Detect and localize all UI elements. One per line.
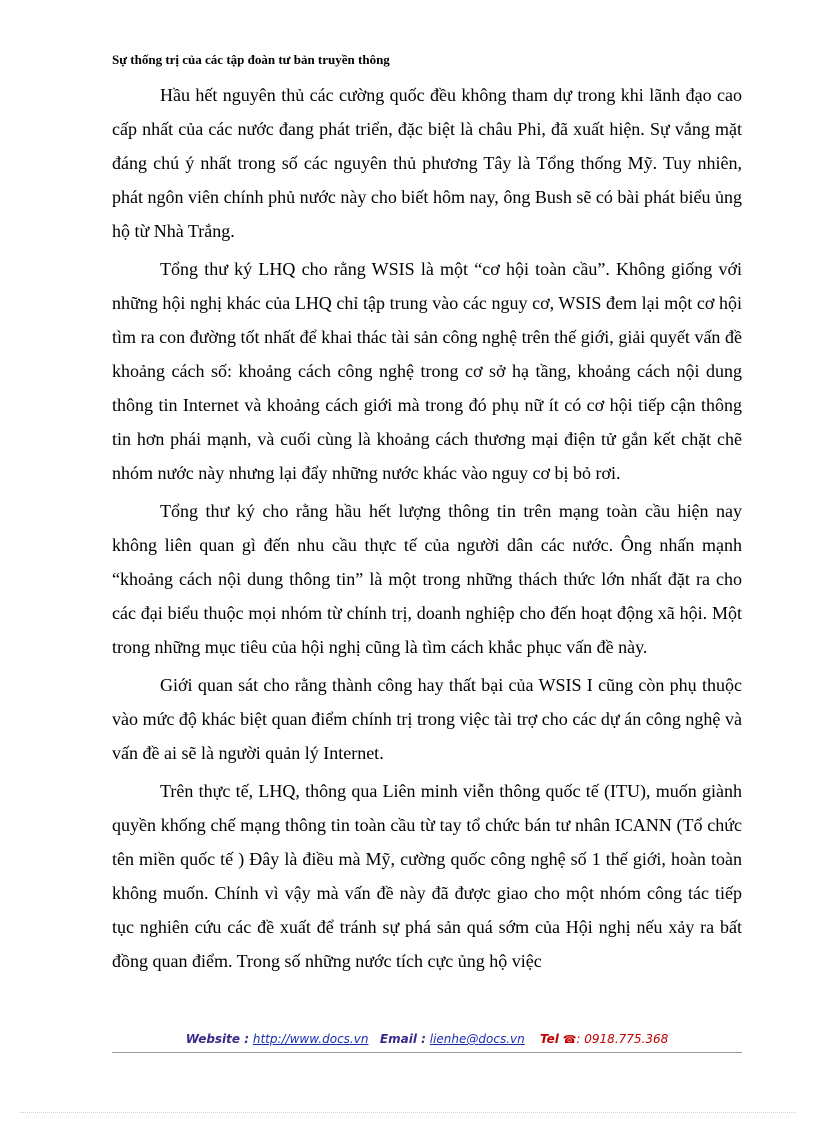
website-label: Website : [185, 1032, 250, 1046]
email-link[interactable]: lienhe@docs.vn [429, 1032, 525, 1046]
paragraph-1: Hầu hết nguyên thủ các cường quốc đều không tham dự trong khi lãnh đạo cao cấp nhất của các nước đang phát triển, đặc biệt là châu Phi, đã xuất hiện. Sự vắng mặt đáng chú ý nhất trong số các nguyên thủ phương Tây là Tổng thống Mỹ. Tuy nhiên, phát ngôn viên chính phủ nước này cho biết hôm nay, ông Bush sẽ có bài phát biểu ủng hộ từ Nhà Trắng. [112, 85, 742, 241]
email-label: Email : [379, 1032, 426, 1046]
telephone-icon: ☎ [562, 1033, 577, 1046]
page-footer [112, 1032, 742, 1053]
page-bottom-divider [20, 1112, 796, 1113]
tel-value: : 0918.775.368 [576, 1032, 669, 1046]
paragraph-3: Tổng thư ký cho rằng hầu hết lượng thông tin trên mạng toàn cầu hiện nay không liên quan gì đến nhu cầu thực tế của người dân các nước. Ông nhấn mạnh “khoảng cách nội dung thông tin” là một trong những thách thức lớn nhất đặt ra cho các đại biểu thuộc mọi nhóm từ chính trị, doanh nghiệp cho đến hoạt động xã hội. Một trong những mục tiêu của hội nghị cũng là tìm cách khắc phục vấn đề này. [112, 501, 742, 657]
website-link[interactable]: http://www.docs.vn [252, 1032, 369, 1046]
page-header: Sự thống trị của các tập đoàn tư bản truyền thông [112, 52, 390, 67]
document-body [112, 78, 742, 982]
paragraph-5: Trên thực tế, LHQ, thông qua Liên minh viễn thông quốc tế (ITU), muốn giành quyền khống chế mạng thông tin toàn cầu từ tay tổ chức bán tư nhân ICANN (Tổ chức tên miền quốc tế ) Đây là điều mà Mỹ, cường quốc công nghệ số 1 thế giới, hoàn toàn không muốn. Chính vì vậy mà vấn đề này đã được giao cho một nhóm công tác tiếp tục nghiên cứu các đề xuất để tránh sự phá sản quá sớm của Hội nghị nếu xảy ra bất đồng quan điểm. Trong số những nước tích cực ủng hộ việc [112, 781, 742, 971]
tel-label: Tel [540, 1032, 559, 1046]
paragraph-4: Giới quan sát cho rằng thành công hay thất bại của WSIS I cũng còn phụ thuộc vào mức độ khác biệt quan điểm chính trị trong việc tài trợ cho các dự án công nghệ và vấn đề ai sẽ là người quản lý Internet. [112, 675, 742, 763]
paragraph-2: Tổng thư ký LHQ cho rằng WSIS là một “cơ hội toàn cầu”. Không giống với những hội nghị khác của LHQ chỉ tập trung vào các nguy cơ, WSIS đem lại một cơ hội tìm ra con đường tốt nhất để khai thác tài sản công nghệ trên thế giới, giải quyết vấn đề khoảng cách số: khoảng cách công nghệ trong cơ sở hạ tầng, khoảng cách nội dung thông tin Internet và khoảng cách giới mà trong đó phụ nữ ít có cơ hội tiếp cận thông tin hơn phái mạnh, và cuối cùng là khoảng cách thương mại điện tử gắn kết chặt chẽ nhóm nước này nhưng lại đẩy những nước khác vào nguy cơ bị bỏ rơi. [112, 259, 742, 483]
